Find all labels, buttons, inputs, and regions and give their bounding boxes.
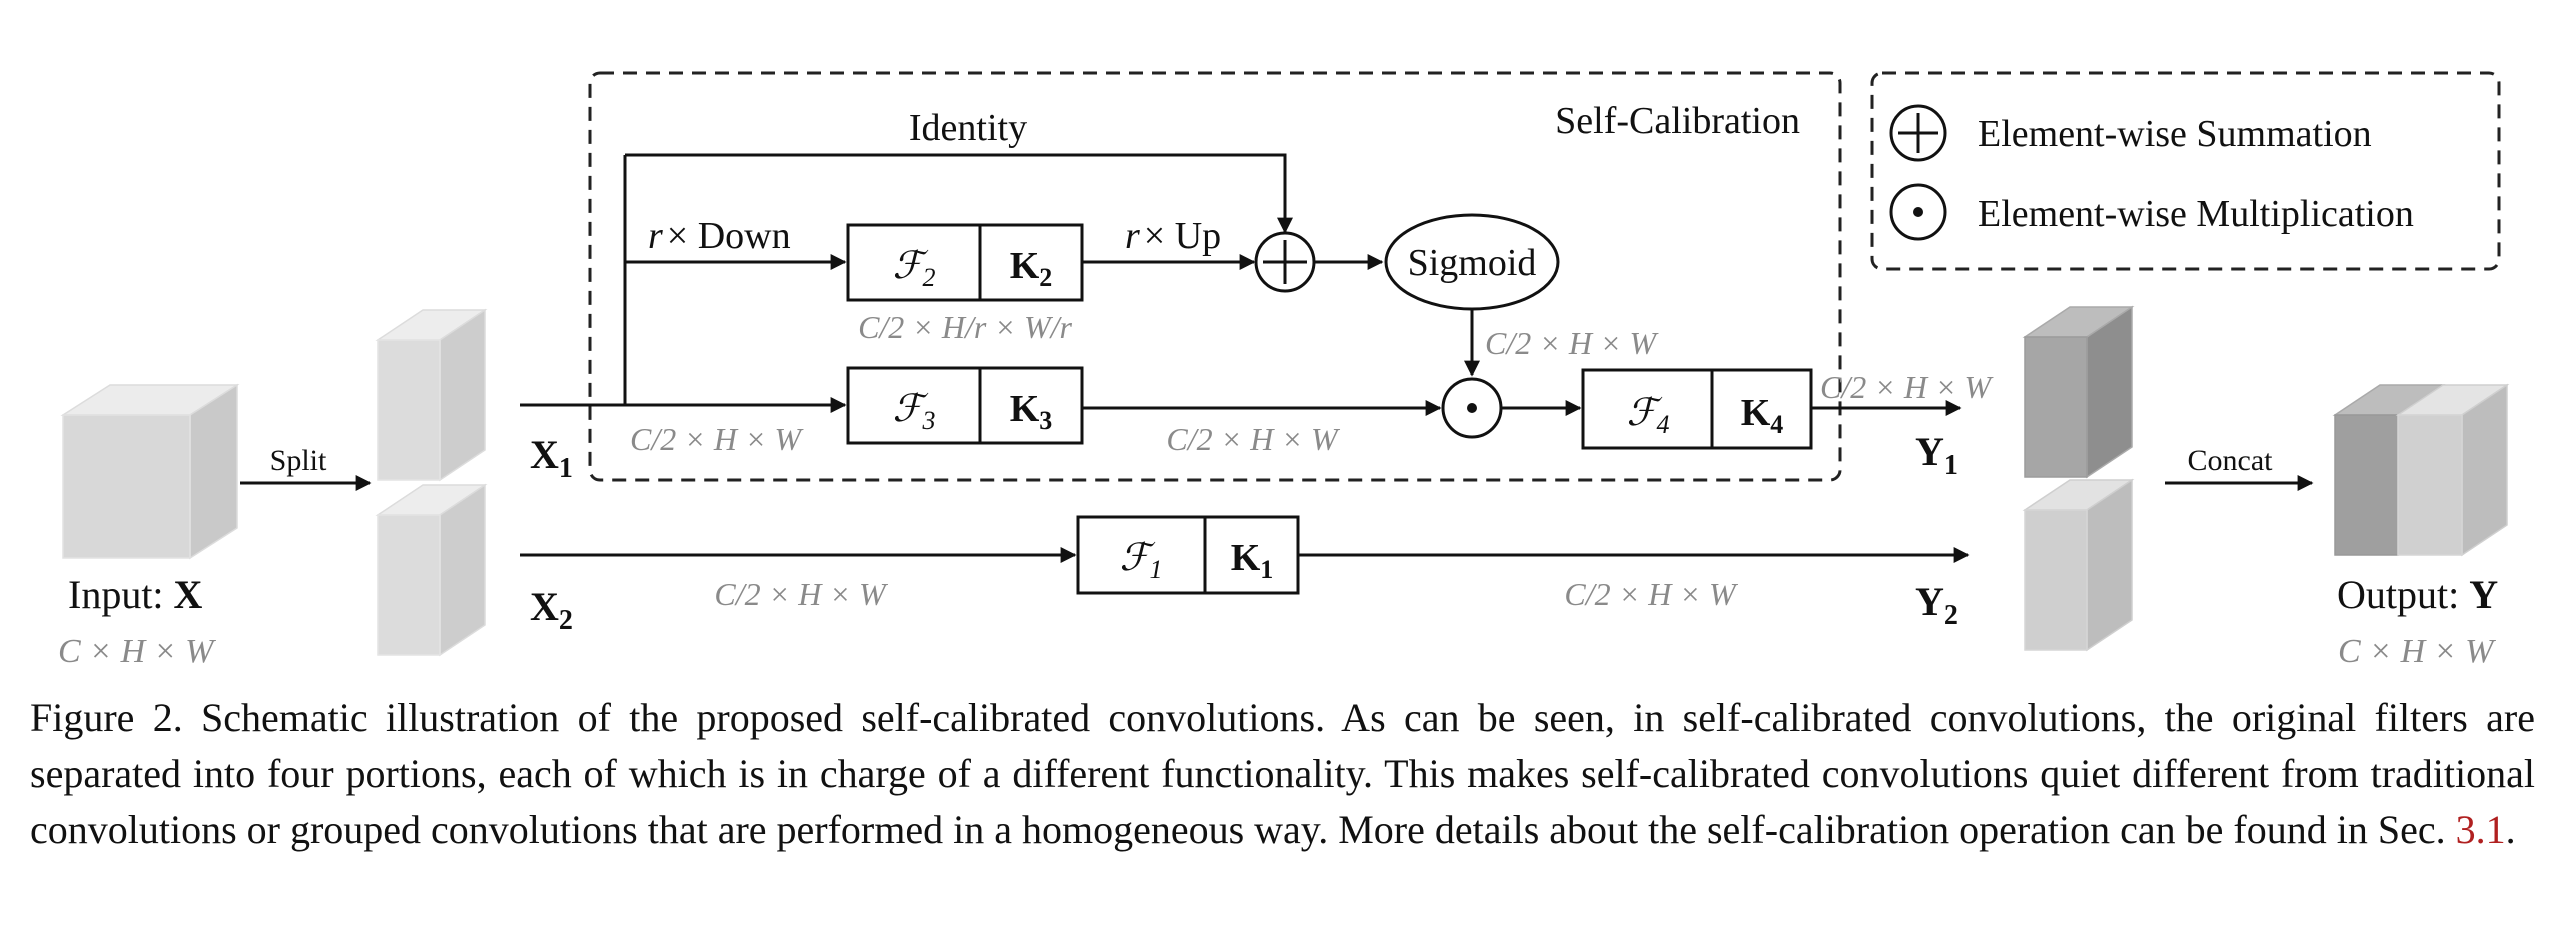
sigmoid-dims: C/2 × H × W — [1485, 325, 1657, 361]
block-f1-k1 — [1078, 517, 1298, 593]
f3-dims: C/2 × H × W — [1166, 421, 1338, 457]
split-cube-bottom — [378, 485, 485, 655]
svg-text:K1: $K_1$ — [1230, 537, 1274, 584]
x2-dims: C/2 × H × W — [714, 576, 886, 612]
svg-text:ℱ4: ℱ$_4$ — [1626, 392, 1670, 439]
caption-text: Figure 2. Schematic illustration of the proposed self-calibrated convolutions. As can be seen, in self-calibrated convolutions, the original filters are separated into four portions, each of which is in charge of a different functionality. This makes self-calibrated convolutions quiet different from traditional convolutions or grouped convolutions that are performed in a homogeneous way. More details about the self-calibration operation can be found in Sec. — [30, 695, 2535, 852]
svg-text:K3: $K_3$ — [1009, 388, 1053, 435]
f4-dims: C/2 × H × W — [1820, 369, 1992, 405]
identity-label: Identity — [908, 107, 1028, 149]
caption-end: . — [2505, 807, 2516, 852]
sum-legend-icon — [1891, 106, 1945, 160]
y2-cube — [2025, 480, 2132, 650]
sigmoid-label: Sigmoid — [1407, 242, 1537, 284]
svg-text:K2: $K_2$ — [1009, 245, 1053, 292]
mult-legend-label: Element-wise Multiplication — [1978, 193, 2414, 235]
output-cube — [2335, 385, 2507, 555]
svg-text:ℱ3: ℱ$_3$ — [892, 388, 936, 435]
output-dims: C × H × W — [2338, 633, 2494, 670]
output-label: Output: Y — [2337, 572, 2499, 617]
input-cube — [63, 385, 237, 558]
down-label: r × Down — [648, 215, 791, 257]
up-label: r × Up — [1125, 215, 1222, 257]
input-dims: C × H × W — [58, 633, 214, 670]
f2-dims: C/2 × H/r × W/r — [858, 309, 1072, 345]
y1-label: $Y_1$ — [1915, 429, 1958, 481]
split-label: Split — [269, 444, 327, 477]
block-f4-k4 — [1583, 370, 1811, 448]
legend — [1872, 73, 2499, 269]
mult-legend-icon — [1891, 185, 1945, 239]
y1-cube — [2025, 307, 2132, 477]
block-f2-k2 — [848, 225, 1082, 300]
concat-label: Concat — [2187, 444, 2273, 477]
split-cube-top — [378, 310, 485, 480]
svg-text:ℱ1: ℱ$_1$ — [1119, 537, 1163, 584]
section-reference-link[interactable]: 3.1 — [2455, 807, 2506, 852]
svg-text:ℱ2: ℱ$_2$ — [892, 245, 936, 292]
f1-dims: C/2 × H × W — [1564, 576, 1736, 612]
x1-label: $X_1$ — [530, 432, 573, 484]
svg-text:K4: $K_4$ — [1740, 392, 1784, 439]
mult-node — [1443, 379, 1501, 437]
x2-label: $X_2$ — [530, 584, 573, 636]
self-calibration-title: Self-Calibration — [1555, 100, 1800, 142]
block-f3-k3 — [848, 368, 1082, 443]
sum-node — [1256, 233, 1314, 291]
input-label: Input: X — [68, 572, 203, 617]
sum-legend-label: Element-wise Summation — [1978, 113, 2372, 155]
y2-label: $Y_2$ — [1915, 579, 1958, 631]
x1-dims: C/2 × H × W — [630, 421, 802, 457]
figure-caption — [30, 690, 2535, 858]
